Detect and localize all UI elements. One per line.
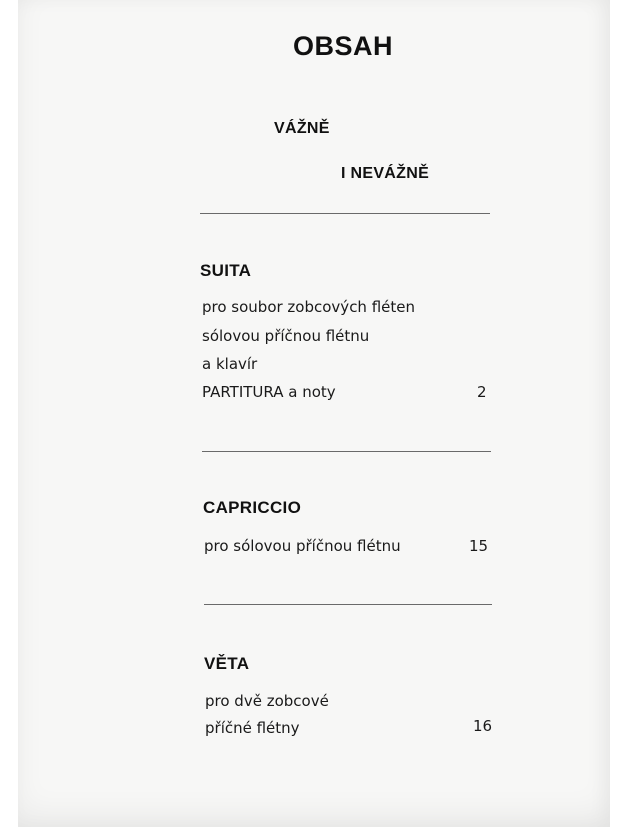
book-page [18,0,610,827]
section-line: a klavír [202,355,258,373]
page-number: 15 [469,537,489,555]
divider [204,604,492,605]
page-number: 16 [473,717,493,735]
section-line: pro dvě zobcové [205,692,329,710]
subtitle-line-1: VÁŽNĚ [274,120,330,137]
section-heading-suita: SUITA [200,261,252,280]
section-heading-capriccio: CAPRICCIO [203,498,302,517]
section-line: pro soubor zobcových fléten [202,298,416,316]
section-line: pro sólovou příčnou flétnu [204,537,401,555]
divider-top [200,213,490,214]
section-line: příčné flétny [205,719,300,737]
divider [202,451,491,452]
section-heading-veta: VĚTA [204,654,250,673]
page-title: OBSAH [293,31,394,61]
page-number: 2 [477,383,487,401]
subtitle-line-2: I NEVÁŽNĚ [341,165,430,182]
section-line: PARTITURA a noty [202,383,336,401]
section-line: sólovou příčnou flétnu [202,327,370,345]
